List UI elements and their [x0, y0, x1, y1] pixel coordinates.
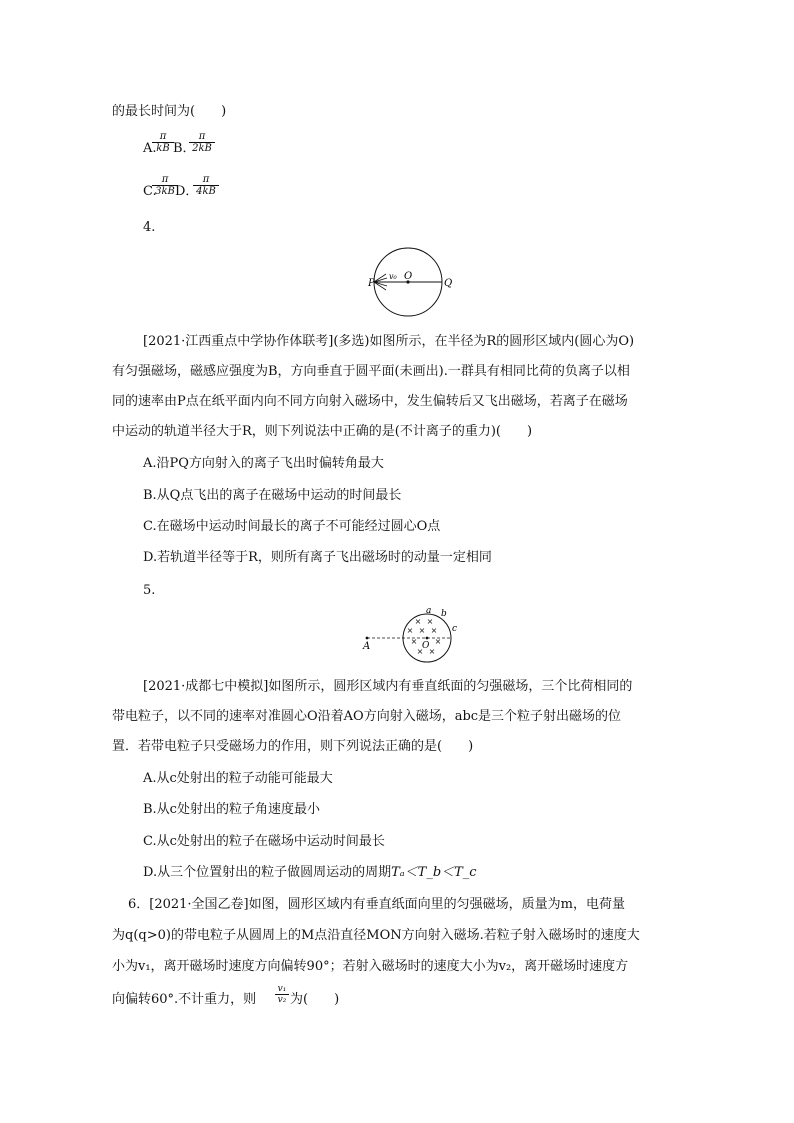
q4-stem-line-4: 中运动的轨道半径大于R，则下列说法中正确的是(不计离子的重力)( )	[112, 424, 533, 439]
q5-option-b: B.从c处射出的粒子角速度最小	[143, 802, 320, 817]
label-point-b: b	[441, 609, 447, 619]
q6-line-4-pre: 向偏转60°.不计重力，则	[112, 992, 257, 1007]
q3-option-c-label: C.	[143, 184, 157, 199]
q5-stem-line-1: [2021·成都七中模拟]如图所示，圆形区域内有垂直纸面的匀强磁场，三个比荷相同的	[143, 679, 633, 694]
q3-option-d-fraction	[193, 174, 219, 197]
q6-line-3: 小为v₁，离开磁场时速度方向偏转90°；若射入磁场时的速度大小为v₂，离开磁场时速度方	[112, 959, 629, 974]
label-p: P	[368, 278, 375, 289]
q4-stem-line-3: 同的速率由P点在纸平面内向不同方向射入磁场中，发生偏转后又飞出磁场，若离子在磁场	[112, 394, 628, 409]
field-cross: ×	[426, 617, 434, 626]
fraction-numerator: π	[202, 174, 210, 185]
q4-option-b: B.从Q点飞出的离子在磁场中运动的时间最长	[143, 488, 402, 503]
center-dot	[426, 637, 429, 640]
q4-number: 4.	[143, 220, 156, 235]
q3-option-a-label: A.	[143, 141, 157, 156]
fraction-numerator: π	[161, 174, 169, 185]
q5-circle-figure	[360, 602, 480, 672]
q6-velocity-ratio-fraction	[275, 984, 289, 1005]
q4-option-c: C.在磁场中运动时间最长的离子不可能经过圆心O点	[143, 519, 441, 534]
field-cross: ×	[418, 626, 426, 635]
velocity-arrow	[374, 282, 386, 290]
q6-line-4-post: 为( )	[290, 992, 340, 1007]
fraction-denominator: 3kB	[152, 185, 178, 197]
label-q: Q	[444, 278, 453, 289]
label-point-a: a	[426, 606, 432, 616]
label-o: O	[404, 271, 413, 282]
label-o: O	[422, 641, 430, 651]
q5-number: 5.	[143, 583, 156, 598]
fraction-denominator: v₂	[275, 994, 289, 1005]
field-cross: ×	[430, 626, 438, 635]
q5-option-d	[143, 865, 477, 881]
q5-stem-line-2: 带电粒子，以不同的速率对准圆心O沿着AO方向射入磁场，abc是三个粒子射出磁场的位	[112, 709, 622, 724]
q3-option-b-label: B．	[173, 141, 196, 156]
q4-circle-figure	[365, 244, 465, 324]
q6-line-1: 6．[2021·全国乙卷]如图，圆形区域内有垂直纸面向里的匀强磁场，质量为m，电荷量	[128, 897, 625, 912]
fraction-numerator: π	[159, 131, 167, 142]
velocity-arrow	[374, 278, 387, 282]
velocity-arrow	[374, 274, 386, 282]
fraction-denominator: 4kB	[193, 185, 219, 197]
q4-option-d: D.若轨道半径等于R，则所有离子飞出磁场时的动量一定相同	[143, 550, 492, 565]
fraction-numerator: π	[198, 131, 206, 142]
q5-stem-line-3: 置．若带电粒子只受磁场力的作用，则下列说法正确的是( )	[112, 739, 474, 754]
q3-option-a-fraction	[152, 131, 174, 154]
fraction-denominator: kB	[152, 142, 174, 154]
q4-stem-line-2: 有匀强磁场，磁感应强度为B，方向垂直于圆平面(未画出).一群具有相同比荷的负离子以相	[112, 364, 630, 379]
field-cross: ×	[416, 647, 424, 656]
field-cross: ×	[428, 647, 436, 656]
fraction-numerator: v₁	[277, 984, 287, 994]
q3-option-b-fraction	[189, 131, 215, 154]
field-cross: ×	[410, 637, 418, 646]
q3-stem: 的最长时间为( )	[112, 104, 227, 119]
field-cross: ×	[414, 617, 422, 626]
field-cross: ×	[434, 637, 442, 646]
q6-line-2: 为q(q>0)的带电粒子从圆周上的M点沿直径MON方向射入磁场.若粒子射入磁场时的速度大	[112, 928, 640, 943]
label-point-c: c	[452, 624, 458, 634]
velocity-arrow	[374, 282, 387, 286]
q5-option-a: A.从c处射出的粒子动能可能最大	[143, 771, 333, 786]
point-a-dot	[366, 637, 369, 640]
label-a: A	[363, 641, 371, 652]
q5-option-c: C.从c处射出的粒子在磁场中运动时间最长	[143, 834, 385, 849]
label-v0: v₀	[389, 272, 397, 281]
q5-option-d-text: D.从三个位置射出的粒子做圆周运动的周期	[143, 865, 392, 880]
q5-option-d-formula: Tₐ＜T_b＜T_c	[391, 865, 477, 880]
q4-stem-line-1: [2021·江西重点中学协作体联考](多选)如图所示，在半径为R的圆形区域内(圆心为O)	[143, 334, 635, 349]
q4-option-a: A.沿PQ方向射入的离子飞出时偏转角最大	[143, 456, 384, 471]
fraction-denominator: 2kB	[189, 142, 215, 154]
q3-option-d-label: D．	[175, 184, 199, 199]
field-cross: ×	[406, 626, 414, 635]
